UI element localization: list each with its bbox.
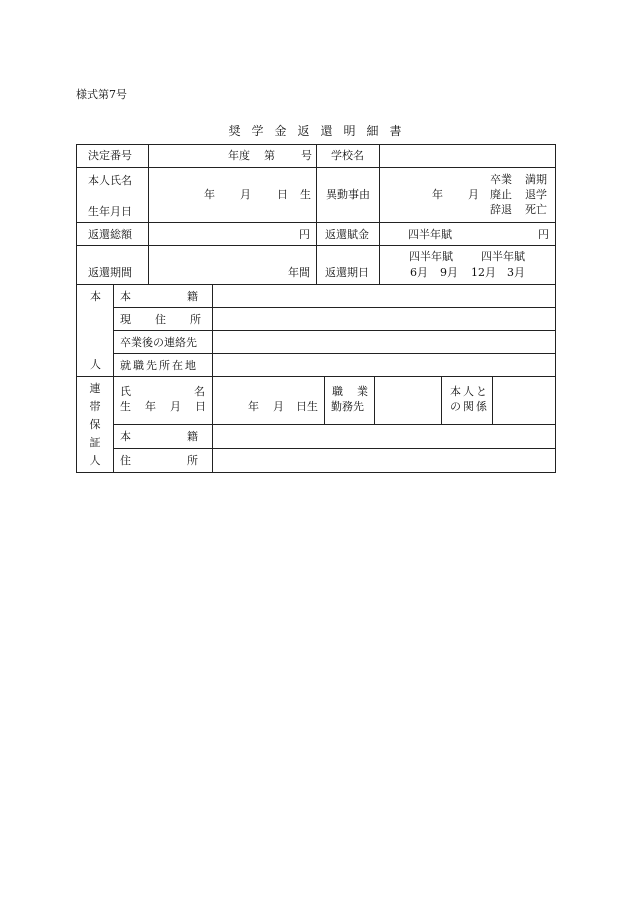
- guarantor-birth-char: 日: [195, 400, 206, 413]
- guarantor-name-label: 氏名: [120, 385, 268, 398]
- birthdate-label: 生年月日: [88, 205, 132, 218]
- guarantor-birth-char: 年: [145, 400, 156, 413]
- dai-label: 第: [264, 149, 275, 162]
- reason-option: 辞退: [490, 203, 512, 216]
- occupation-char: 業: [357, 385, 368, 398]
- current-address-label: 現住所: [120, 313, 225, 326]
- form-number: 様式第7号: [76, 88, 127, 101]
- guarantor-address-label: 住所: [120, 454, 254, 467]
- reason-option: 満期: [525, 173, 547, 186]
- reason-option: 退学: [525, 188, 547, 201]
- school-name-label: 学校名: [331, 149, 364, 162]
- quarterly-label: 四半年賦: [408, 228, 452, 241]
- yen-unit: 円: [538, 228, 549, 241]
- reason-option: 廃止: [490, 188, 512, 201]
- reason-year-unit: 年: [432, 188, 443, 201]
- employer-address-label: 就職先所在地: [120, 359, 198, 372]
- guarantor-side-char: 保: [89, 418, 101, 431]
- due-date-label: 返還期日: [325, 266, 369, 279]
- name-label: 本人氏名: [88, 174, 132, 187]
- due-month: 12月: [471, 266, 496, 279]
- contact-after-graduation-label: 卒業後の連絡先: [120, 336, 197, 349]
- birth-suffix: 生: [300, 188, 311, 201]
- go-label: 号: [301, 149, 312, 162]
- quarterly-label: 四半年賦: [481, 250, 525, 263]
- relation-label: 本人と: [450, 385, 489, 398]
- quarterly-label: 四半年賦: [409, 250, 453, 263]
- occupation-char: 職: [332, 385, 343, 398]
- workplace-label: 勤務先: [331, 400, 364, 413]
- guarantor-birth-year-unit: 年: [248, 400, 259, 413]
- due-month: 6月: [410, 266, 428, 279]
- birth-year-unit: 年: [204, 188, 215, 201]
- person-side-label-top: 本: [90, 290, 101, 303]
- fiscal-year-suffix: 年度: [228, 149, 250, 162]
- guarantor-birth-char: 月: [170, 400, 181, 413]
- due-month: 3月: [507, 266, 525, 279]
- change-reason-label: 異動事由: [326, 188, 370, 201]
- repayment-period-label: 返還期間: [88, 266, 132, 279]
- guarantor-side-char: 人: [89, 454, 101, 467]
- reason-month-unit: 月: [468, 188, 479, 201]
- installment-label: 返還賦金: [325, 228, 369, 241]
- domicile-label: 本籍: [120, 290, 254, 303]
- relation-label: の関係: [450, 400, 489, 413]
- guarantor-side-char: 証: [89, 436, 101, 449]
- total-repayment-label: 返還総額: [88, 228, 132, 241]
- guarantor-domicile-label: 本籍: [120, 430, 254, 443]
- person-side-label-bottom: 人: [90, 358, 101, 371]
- guarantor-birth-char: 生: [120, 400, 131, 413]
- reason-option: 卒業: [490, 173, 512, 186]
- guarantor-side-char: 連: [89, 382, 101, 395]
- reason-option: 死亡: [525, 203, 547, 216]
- birth-day-unit: 日: [277, 188, 288, 201]
- guarantor-side-char: 帯: [89, 400, 101, 413]
- decision-number-label: 決定番号: [88, 149, 132, 162]
- guarantor-birth-month-unit: 月: [273, 400, 284, 413]
- birth-month-unit: 月: [240, 188, 251, 201]
- yen-unit: 円: [299, 228, 310, 241]
- due-month: 9月: [440, 266, 458, 279]
- document-title: 奨学金返還明細書: [228, 124, 413, 138]
- guarantor-birth-day-unit: 日生: [296, 400, 318, 413]
- years-unit: 年間: [288, 266, 310, 279]
